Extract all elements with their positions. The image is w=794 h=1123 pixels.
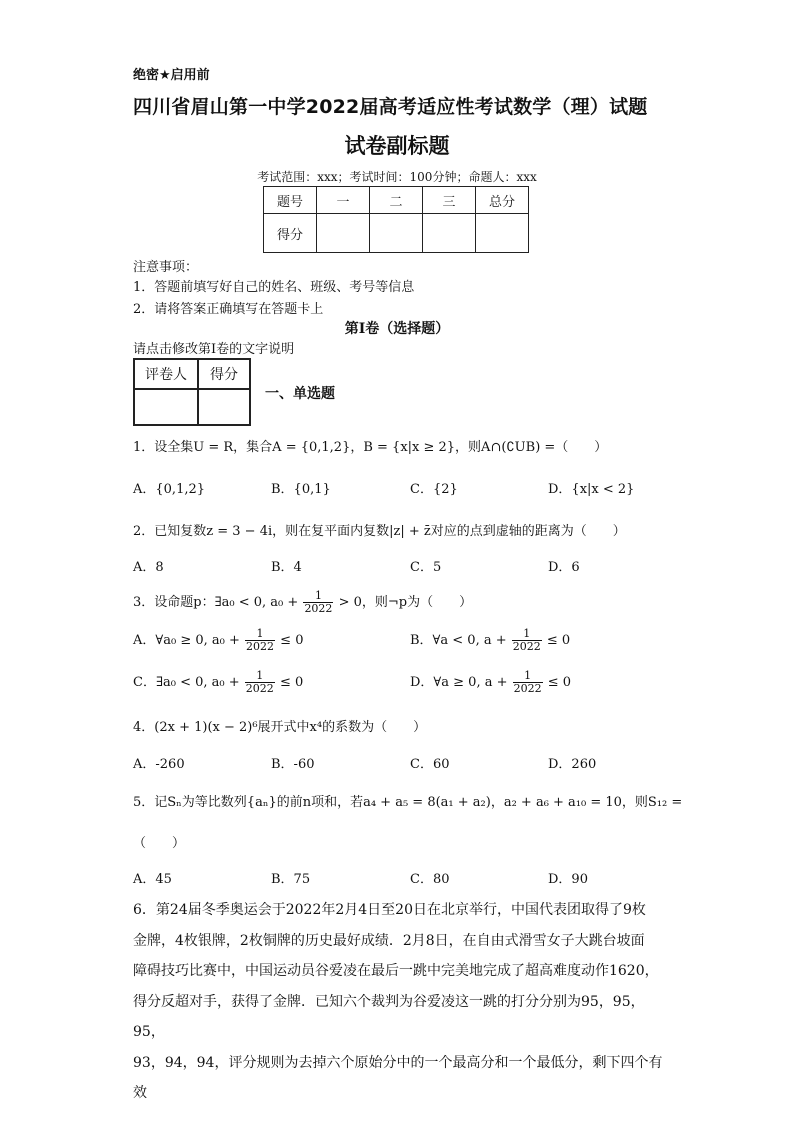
exam-subtitle: 试卷副标题 bbox=[344, 134, 450, 158]
fraction-numerator: 1 bbox=[513, 670, 543, 683]
exam-meta: 考试范围：xxx；考试时间：100分钟；命题人：xxx bbox=[257, 170, 537, 184]
question-5-option-b: B．75 bbox=[271, 872, 311, 887]
score-row-label: 得分 bbox=[264, 214, 317, 253]
question-3-stem bbox=[133, 590, 472, 615]
question-5-option-a: A．45 bbox=[133, 872, 172, 887]
question-6-text bbox=[133, 895, 663, 1109]
question-4-option-a: A．-260 bbox=[133, 757, 185, 772]
score-header-cell: 总分 bbox=[476, 187, 529, 214]
question-3-option-a bbox=[133, 628, 303, 653]
fraction-numerator: 1 bbox=[303, 590, 333, 603]
question-3-option-b bbox=[410, 628, 570, 653]
question-5-option-d: D．90 bbox=[548, 872, 588, 887]
grader-table bbox=[133, 358, 251, 426]
option-expression-tail: ≤ 0 bbox=[279, 675, 304, 690]
question-4-option-b: B．-60 bbox=[271, 757, 315, 772]
question-4-option-c: C．60 bbox=[410, 757, 450, 772]
question-1-option-c: C．{2} bbox=[410, 482, 458, 497]
fraction-denominator: 2022 bbox=[304, 602, 333, 615]
question-1-stem: 1．设全集U = R，集合A = {0,1,2}，B = {x|x ≥ 2}，则A∩(∁UB) =（ ） bbox=[133, 440, 608, 455]
grader-cell bbox=[198, 389, 250, 425]
fraction bbox=[245, 670, 275, 695]
question-6-line: 93，94，94，评分规则为去掉六个原始分中的一个最高分和一个最低分，剩下四个有效 bbox=[133, 1054, 663, 1101]
question-6-line: 得分反超对手，获得了金牌．已知六个裁判为谷爱凌这一跳的打分分别为95，95，95， bbox=[133, 993, 645, 1040]
question-6-line: 障碍技巧比赛中，中国运动员谷爱凌在最后一跳中完美地完成了超高难度动作1620， bbox=[133, 963, 659, 979]
fraction bbox=[245, 628, 275, 653]
volume-description[interactable]: 请点击修改第I卷的文字说明 bbox=[133, 342, 295, 357]
score-cell bbox=[317, 214, 370, 253]
score-cell bbox=[423, 214, 476, 253]
option-expression-tail: ≤ 0 bbox=[280, 633, 304, 648]
option-expression: C．∃a₀ < 0, a₀ + bbox=[133, 675, 240, 690]
notes-heading: 注意事项： bbox=[133, 260, 199, 275]
score-header-cell: 一 bbox=[317, 187, 370, 214]
question-2-option-a: A．8 bbox=[133, 560, 164, 575]
volume-title: 第I卷（选择题） bbox=[344, 321, 450, 337]
question-2-option-d: D．6 bbox=[548, 560, 580, 575]
score-table bbox=[263, 186, 529, 253]
fraction bbox=[513, 670, 543, 695]
question-3-stem-post: > 0，则¬p为（ ） bbox=[338, 595, 473, 610]
score-cell bbox=[370, 214, 423, 253]
fraction-denominator: 2022 bbox=[512, 640, 541, 653]
fraction-denominator: 2022 bbox=[513, 682, 542, 695]
question-4-stem: 4．(2x + 1)(x − 2)⁶展开式中x⁴的系数为（ ） bbox=[133, 720, 427, 735]
fraction bbox=[303, 590, 333, 615]
fraction bbox=[512, 628, 542, 653]
note-item: 2．请将答案正确填写在答题卡上 bbox=[133, 302, 324, 317]
question-5-stem: 5．记Sₙ为等比数列{aₙ}的前n项和，若a₄ + a₅ = 8(a₁ + a₂)，a₂ + a₆ + a₁₀ = 10，则S₁₂ = bbox=[133, 795, 683, 810]
option-expression: A．∀a₀ ≥ 0, a₀ + bbox=[133, 633, 240, 648]
grader-cell bbox=[134, 389, 198, 425]
fraction-numerator: 1 bbox=[512, 628, 542, 641]
score-header-cell: 题号 bbox=[264, 187, 317, 214]
question-3-option-c bbox=[133, 670, 303, 695]
secret-label: 绝密★启用前 bbox=[133, 68, 210, 83]
question-2-stem: 2．已知复数z = 3 − 4i，则在复平面内复数|z| + z̄对应的点到虚轴的距离为（ ） bbox=[133, 524, 626, 539]
score-header-cell: 三 bbox=[423, 187, 476, 214]
question-3-option-d bbox=[410, 670, 571, 695]
question-1-option-b: B．{0,1} bbox=[271, 482, 331, 497]
option-expression: D．∀a ≥ 0, a + bbox=[410, 675, 508, 690]
fraction-numerator: 1 bbox=[245, 670, 275, 683]
question-1-option-a: A．{0,1,2} bbox=[133, 482, 206, 497]
question-5-option-c: C．80 bbox=[410, 872, 450, 887]
question-2-option-b: B．4 bbox=[271, 560, 302, 575]
question-3-stem-pre: 3．设命题p：∃a₀ < 0, a₀ + bbox=[133, 595, 299, 610]
option-expression: B．∀a < 0, a + bbox=[410, 633, 507, 648]
option-expression-tail: ≤ 0 bbox=[547, 675, 572, 690]
grader-header-cell: 评卷人 bbox=[134, 359, 198, 389]
question-6-line: 6．第24届冬季奥运会于2022年2月4日至20日在北京举行，中国代表团取得了9枚 bbox=[133, 902, 646, 918]
question-4-option-d: D．260 bbox=[548, 757, 597, 772]
exam-title: 四川省眉山第一中学2022届高考适应性考试数学（理）试题 bbox=[133, 96, 648, 118]
question-1-option-d: D．{x|x < 2} bbox=[548, 482, 635, 497]
question-6-line: 金牌，4枚银牌，2枚铜牌的历史最好成绩．2月8日，在自由式滑雪女子大跳台坡面 bbox=[133, 932, 645, 949]
grader-header-cell: 得分 bbox=[198, 359, 250, 389]
fraction-denominator: 2022 bbox=[245, 682, 274, 695]
option-expression-tail: ≤ 0 bbox=[546, 633, 571, 648]
fraction-denominator: 2022 bbox=[246, 640, 275, 653]
score-header-cell: 二 bbox=[370, 187, 423, 214]
section-heading: 一、单选题 bbox=[265, 386, 335, 402]
note-item: 1．答题前填写好自己的姓名、班级、考号等信息 bbox=[133, 280, 415, 295]
score-cell bbox=[476, 214, 529, 253]
question-2-option-c: C．5 bbox=[410, 560, 442, 575]
question-5-blank: （ ） bbox=[133, 836, 186, 851]
fraction-numerator: 1 bbox=[245, 628, 275, 641]
